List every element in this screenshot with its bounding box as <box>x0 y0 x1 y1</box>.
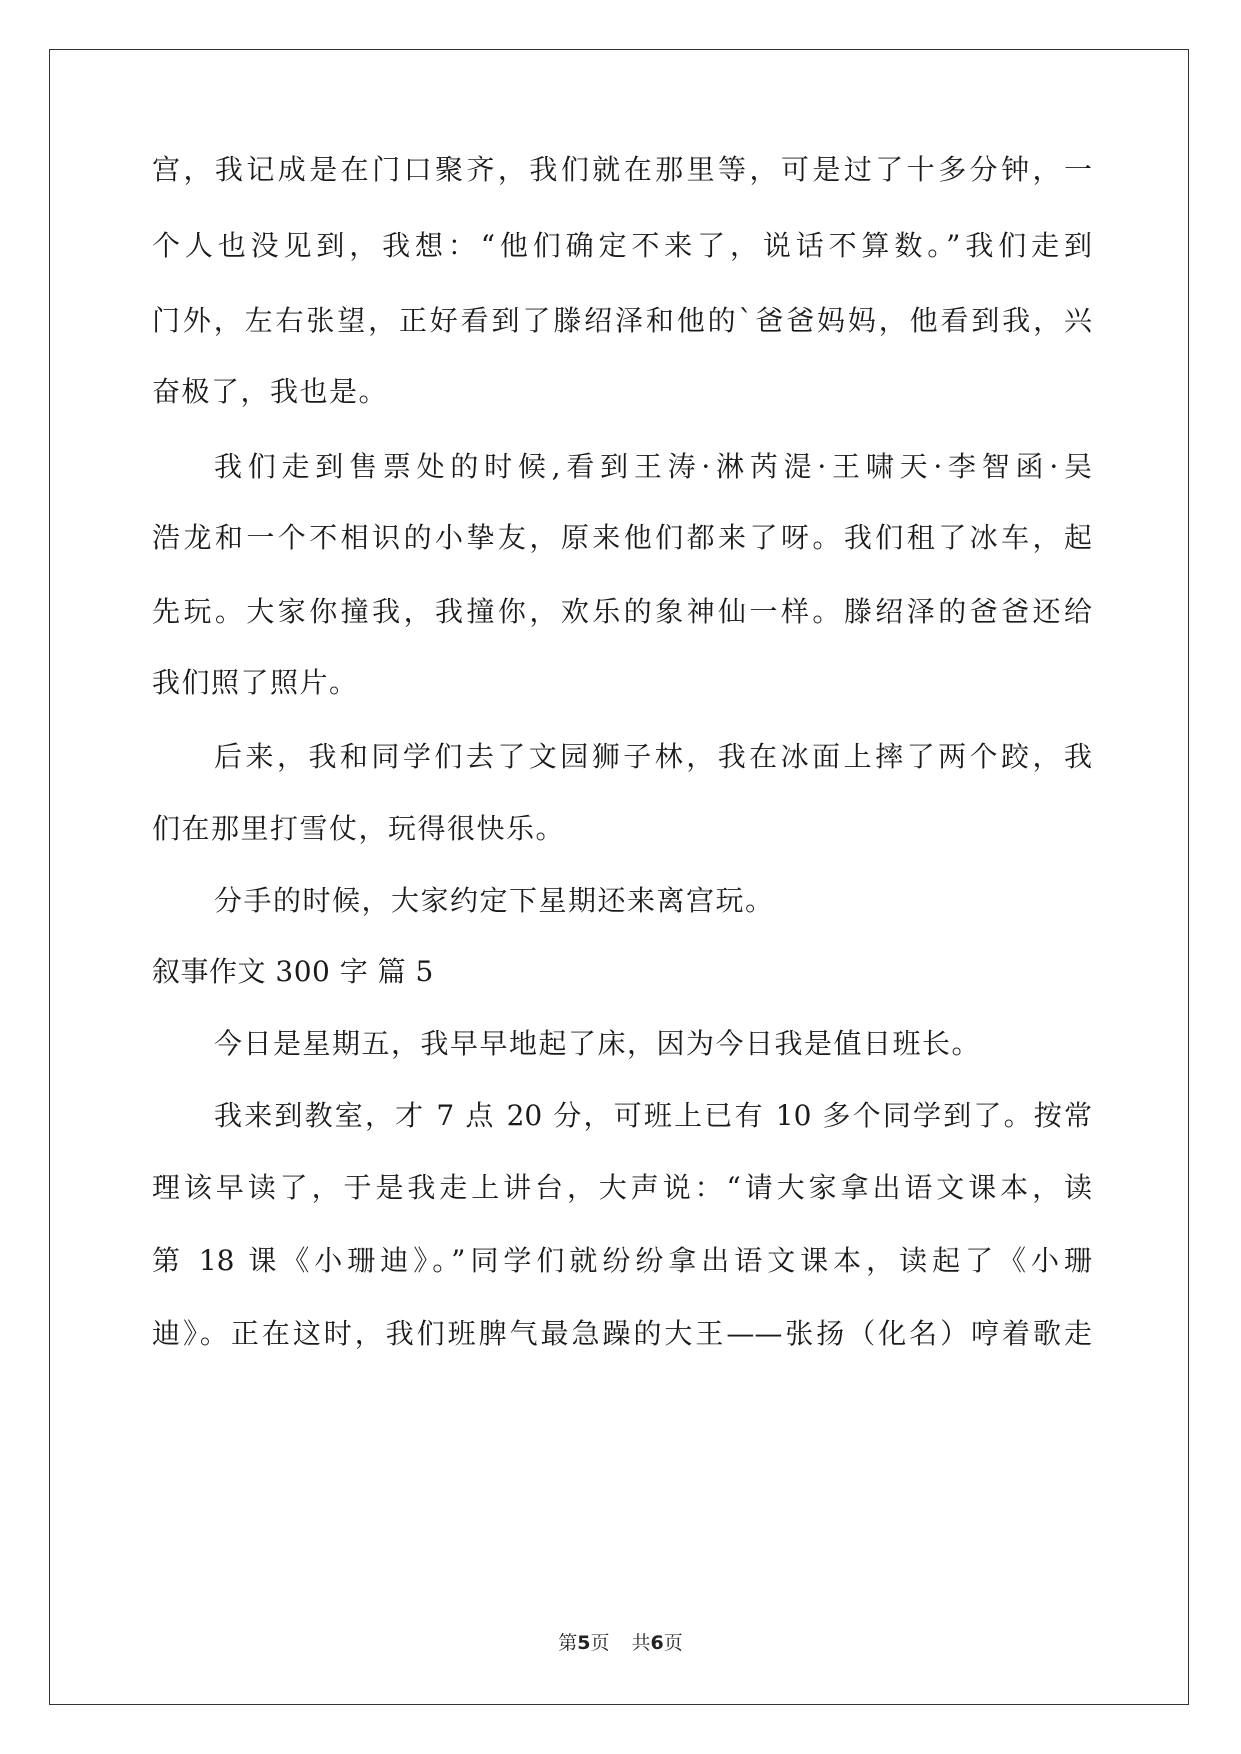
total-pages-number: 6 <box>650 1632 664 1654</box>
body-text-line: 迪》。正在这时，我们班脾气最急躁的大王——张扬（化名）哼着歌走 <box>152 1317 1092 1350</box>
footer-page-unit: 页 <box>590 1632 610 1654</box>
body-text-line: 先玩。大家你撞我，我撞你，欢乐的象神仙一样。滕绍泽的爸爸还给 <box>152 595 1092 628</box>
body-text-line: 理该早读了，于是我走上讲台，大声说：“请大家拿出语文课本，读 <box>152 1171 1092 1204</box>
paragraph-first-line: 后来，我和同学们去了文园狮子林，我在冰面上摔了两个跤，我 <box>214 740 1092 773</box>
footer-prefix: 第 <box>558 1632 578 1654</box>
paragraph-first-line: 分手的时候，大家约定下星期还来离宫玩。 <box>214 884 775 917</box>
body-text-line: 个人也没见到，我想：“他们确定不来了，说话不算数。”我们走到 <box>152 229 1092 262</box>
body-text-line: 我们照了照片。 <box>152 666 359 699</box>
body-text-line: 浩龙和一个不相识的小挚友，原来他们都来了呀。我们租了冰车，起 <box>152 521 1092 554</box>
paragraph-first-line: 我们走到售票处的时候,看到王涛·淋芮湜·王啸天·李智函·吴 <box>214 450 1092 483</box>
body-text-line: 们在那里打雪仗，玩得很快乐。 <box>152 812 566 845</box>
body-text-line: 门外，左右张望，正好看到了滕绍泽和他的`爸爸妈妈，他看到我，兴 <box>152 304 1092 337</box>
footer-total-prefix: 共 <box>631 1632 651 1654</box>
body-text-line: 第 18 课《小珊迪》。”同学们就纷纷拿出语文课本，读起了《小珊 <box>152 1244 1092 1277</box>
body-text-line: 奋极了，我也是。 <box>152 375 389 408</box>
footer-total-unit: 页 <box>663 1632 683 1654</box>
paragraph-first-line: 我来到教室，才 7 点 20 分，可班上已有 10 多个同学到了。按常 <box>214 1099 1092 1132</box>
paragraph-first-line: 今日是星期五，我早早地起了床，因为今日我是值日班长。 <box>214 1027 982 1060</box>
page-frame <box>49 49 1189 1705</box>
page-footer <box>0 1631 1241 1655</box>
section-heading: 叙事作文 300 字 篇 5 <box>152 955 434 988</box>
body-text-line: 宫，我记成是在门口聚齐，我们就在那里等，可是过了十多分钟，一 <box>152 153 1092 186</box>
current-page-number: 5 <box>577 1632 591 1654</box>
